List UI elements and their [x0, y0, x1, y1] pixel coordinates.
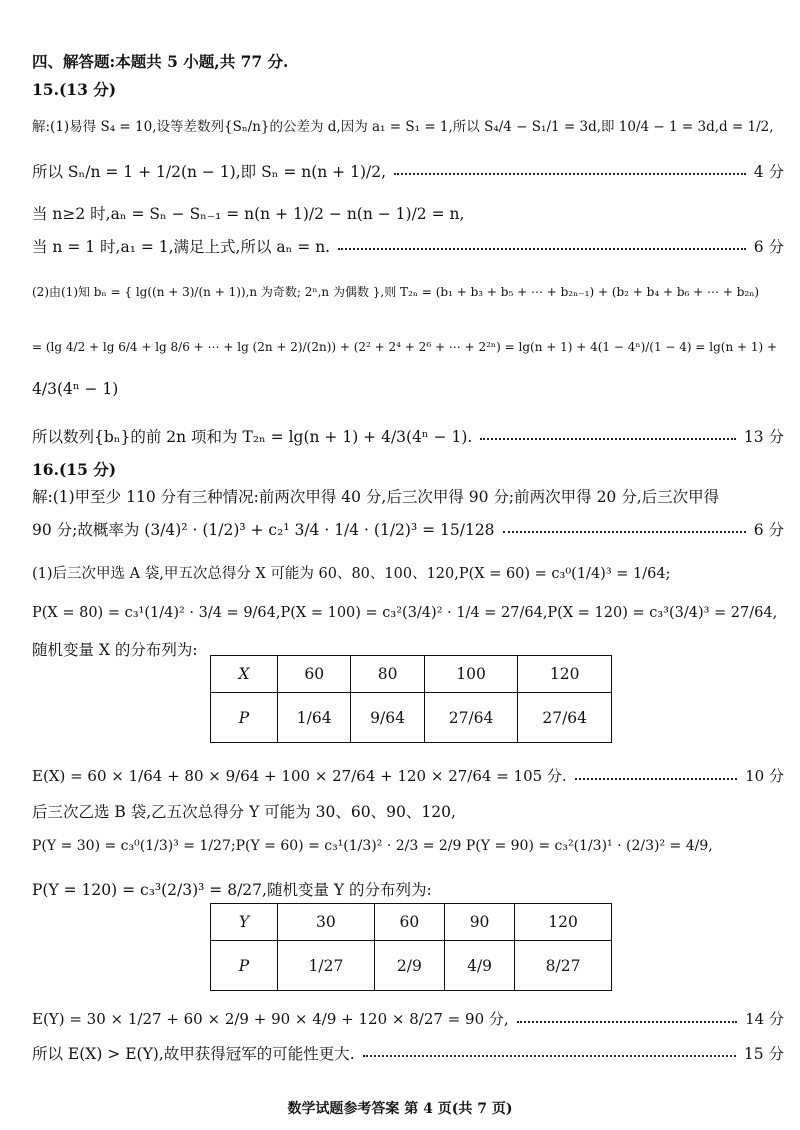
q15-line-8: 所以数列{bₙ}的前 2n 项和为 T₂ₙ = lg(n + 1) + 4/3(4ⁿ − 1). 13 分 — [32, 425, 784, 447]
q15-line-1: 解:(1)易得 S₄ = 10,设等差数列{Sₙ/n}的公差为 d,因为 a₁ = S₁ = 1,所以 S₄/4 − S₁/1 = 3d,即 10/4 − 1 = 3d,d = 1/2, — [32, 119, 774, 135]
q16-line-6: E(X) = 60 × 1/64 + 80 × 9/64 + 100 × 27/64 + 120 × 27/64 = 105 分. 10 分 — [32, 767, 784, 785]
q16-line-10: E(Y) = 30 × 1/27 + 60 × 2/9 + 90 × 4/9 + 120 × 8/27 = 90 分, 14 分 — [32, 1010, 784, 1028]
table-cell: 90 — [444, 904, 514, 941]
table-cell: 120 — [518, 656, 612, 693]
q15-line-5: (2)由(1)知 bₙ = { lg((n + 3)/(n + 1)),n 为奇数; 2ⁿ,n 为偶数 },则 T₂ₙ = (b₁ + b₃ + b₅ + ⋯ + b₂ₙ₋₁) + (b₂ + b₄ + b₆ + ⋯ + b₂ₙ) — [32, 285, 760, 299]
table-row — [211, 941, 612, 991]
points-label: 6 分 — [753, 238, 784, 256]
q15-line-7: 4/3(4ⁿ − 1) — [32, 380, 119, 398]
table-header-cell: P — [211, 693, 278, 743]
points-label: 4 分 — [753, 163, 784, 181]
table-cell: 1/27 — [278, 941, 375, 991]
leader-dots — [338, 248, 746, 250]
points-label: 10 分 — [745, 767, 784, 785]
section-heading: 四、解答题:本题共 5 小题,共 77 分. — [32, 52, 289, 71]
q16-line-3: (1)后三次甲选 A 袋,甲五次总得分 X 可能为 60、80、100、120,P(X = 60) = c₃⁰(1/4)³ = 1/64; — [32, 566, 671, 582]
q15-line-6: = (lg 4/2 + lg 6/4 + lg 8/6 + ⋯ + lg (2n + 2)/(2n)) + (2² + 2⁴ + 2⁶ + ⋯ + 2²ⁿ) = lg(n + 1) + 4(1 − 4ⁿ)/(1 − 4) = lg(n + 1) + — [32, 340, 778, 354]
q16-line-9: P(Y = 120) = c₃³(2/3)³ = 8/27,随机变量 Y 的分布列为: — [32, 881, 432, 899]
table-cell: 120 — [515, 904, 612, 941]
table-row — [211, 656, 612, 693]
leader-dots — [363, 1055, 736, 1057]
leader-dots — [575, 778, 737, 780]
table-header-cell: Y — [211, 904, 278, 941]
q15-line-3: 当 n≥2 时,aₙ = Sₙ − Sₙ₋₁ = n(n + 1)/2 − n(n − 1)/2 = n, — [32, 205, 465, 223]
table-cell: 8/27 — [515, 941, 612, 991]
distribution-table-x — [210, 655, 612, 743]
table-cell: 9/64 — [351, 693, 424, 743]
table-cell: 27/64 — [424, 693, 518, 743]
page-footer: 数学试题参考答案 第 4 页(共 7 页) — [287, 1101, 513, 1117]
table-header-cell: X — [211, 656, 278, 693]
points-label: 14 分 — [745, 1010, 784, 1028]
q16-line-4: P(X = 80) = c₃¹(1/4)² · 3/4 = 9/64,P(X = 100) = c₃²(3/4)² · 1/4 = 27/64,P(X = 120) = c₃³(3/4)³ = 27/64, — [32, 605, 778, 621]
distribution-table-y — [210, 903, 612, 991]
table-cell: 1/64 — [278, 693, 351, 743]
q15-number: 15.(13 分) — [32, 80, 117, 99]
table-cell: 60 — [278, 656, 351, 693]
q16-line-8: P(Y = 30) = c₃⁰(1/3)³ = 1/27;P(Y = 60) = c₃¹(1/3)² · 2/3 = 2/9 P(Y = 90) = c₃²(1/3)¹ · (2/3)² = 4/9, — [32, 838, 713, 854]
q15-line-4: 当 n = 1 时,a₁ = 1,满足上式,所以 aₙ = n. 6 分 — [32, 235, 784, 257]
q16-line-2: 90 分;故概率为 (3/4)² · (1/2)³ + c₂¹ 3/4 · 1/4 · (1/2)³ = 15/128 6 分 — [32, 518, 784, 540]
q16-line-5: 随机变量 X 的分布列为: — [32, 641, 198, 659]
points-label: 15 分 — [743, 1045, 784, 1063]
table-row — [211, 693, 612, 743]
table-cell: 2/9 — [374, 941, 444, 991]
table-cell: 27/64 — [518, 693, 612, 743]
table-row — [211, 904, 612, 941]
table-header-cell: P — [211, 941, 278, 991]
q16-line-7: 后三次乙选 B 袋,乙五次总得分 Y 可能为 30、60、90、120, — [32, 803, 456, 821]
table-cell: 80 — [351, 656, 424, 693]
table-cell: 30 — [278, 904, 375, 941]
leader-dots — [480, 438, 736, 440]
table-cell: 4/9 — [444, 941, 514, 991]
points-label: 13 分 — [743, 428, 784, 446]
points-label: 6 分 — [753, 521, 784, 539]
q15-line-2: 所以 Sₙ/n = 1 + 1/2(n − 1),即 Sₙ = n(n + 1)/2, 4 分 — [32, 160, 784, 182]
leader-dots — [394, 173, 746, 175]
q16-line-1: 解:(1)甲至少 110 分有三种情况:前两次甲得 40 分,后三次甲得 90 分;前两次甲得 20 分,后三次甲得 — [32, 488, 720, 506]
leader-dots — [517, 1021, 737, 1023]
leader-dots — [503, 531, 746, 533]
table-cell: 100 — [424, 656, 518, 693]
q16-line-11: 所以 E(X) > E(Y),故甲获得冠军的可能性更大. 15 分 — [32, 1042, 784, 1064]
table-cell: 60 — [374, 904, 444, 941]
q16-number: 16.(15 分) — [32, 460, 117, 479]
